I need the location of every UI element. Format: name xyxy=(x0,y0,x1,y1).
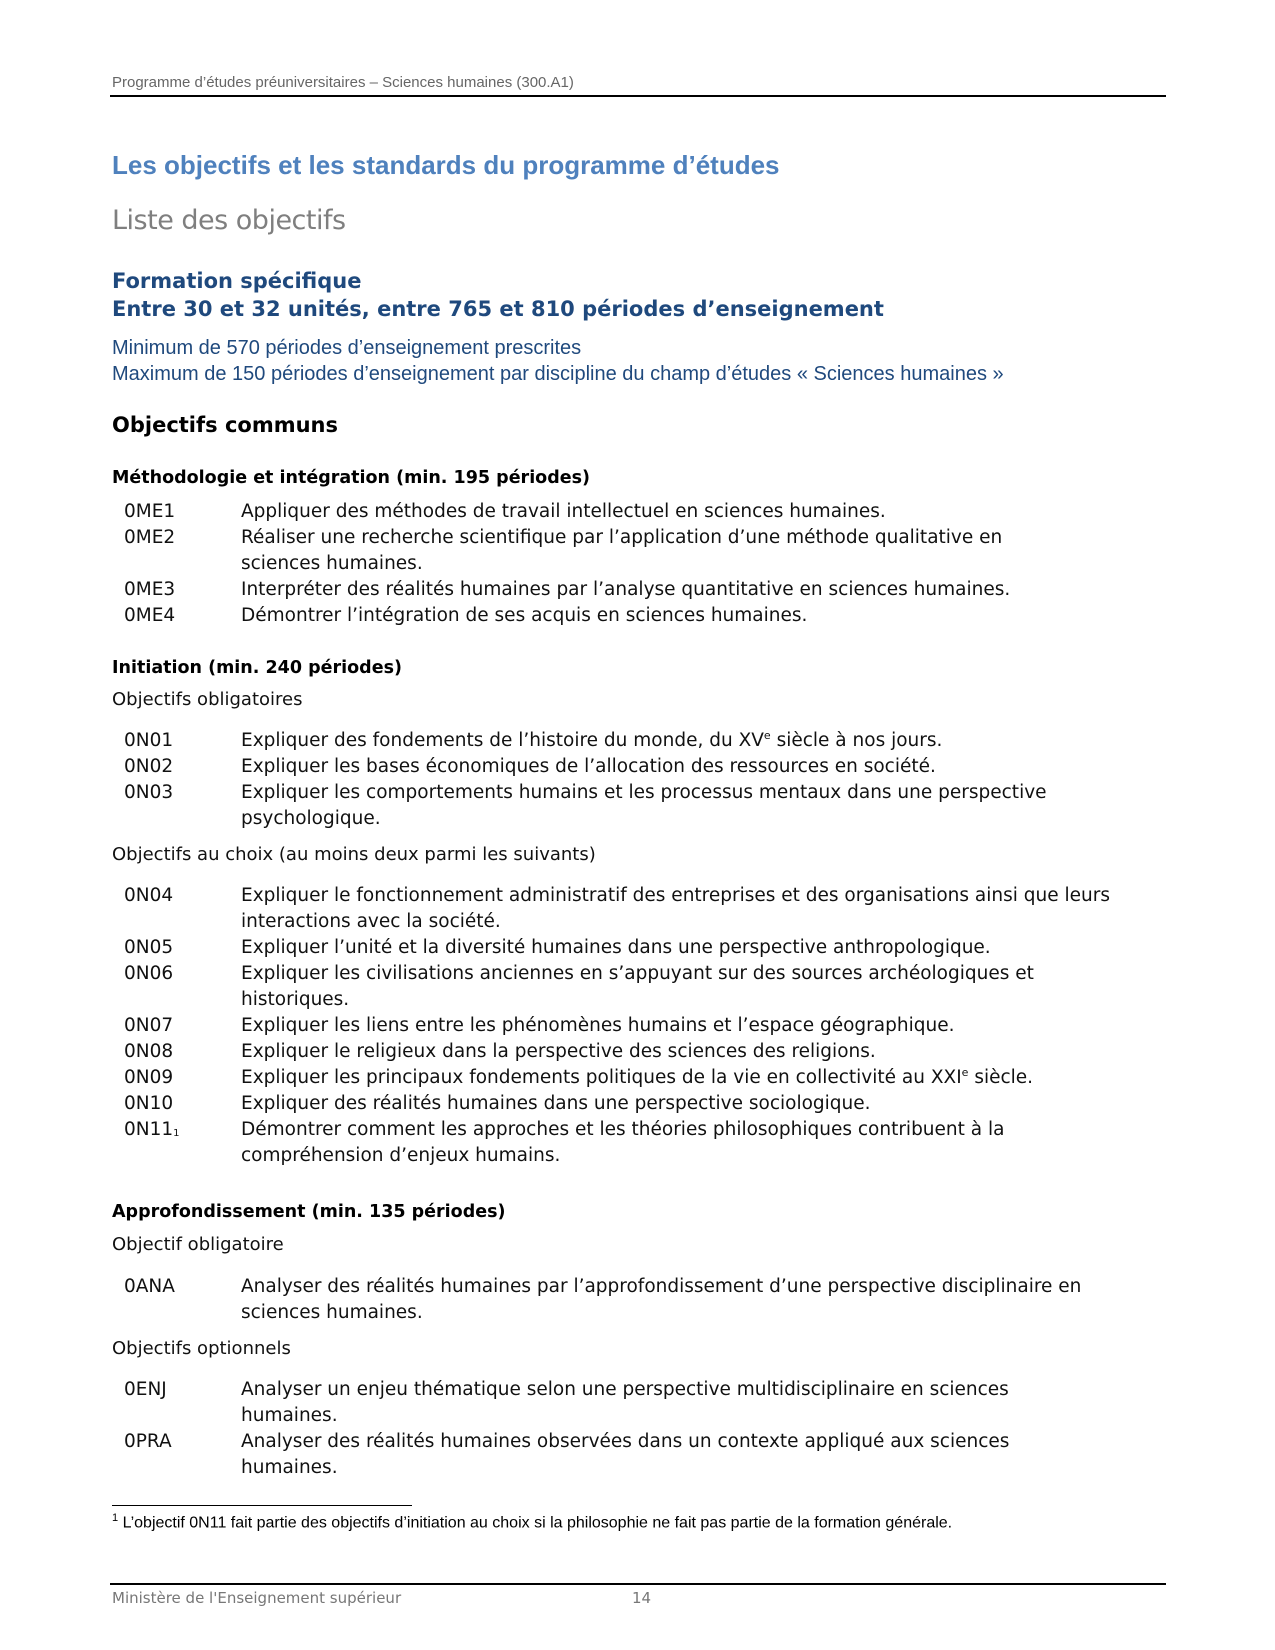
footer-ministry: Ministère de l'Enseignement supérieur xyxy=(112,1589,402,1607)
formation-limits xyxy=(112,335,1004,387)
footnote-ref[interactable]: 1 xyxy=(173,1128,180,1139)
objective-text: Appliquer des méthodes de travail intellectuel en sciences humaines. xyxy=(241,501,886,522)
objective-code: $0N11^1$ xyxy=(124,1119,180,1140)
objective-code: 0ME2 xyxy=(124,527,176,548)
objective-code: 0ME1 xyxy=(124,501,176,522)
footnote-marker: 1 xyxy=(112,1512,119,1524)
objective-text: Démontrer comment les approches et les théories philosophiques contribuent à la compréhension d’enjeux humains. xyxy=(241,1119,1005,1166)
minimum-periods: Minimum de 570 périodes d’enseignement prescrites xyxy=(112,337,582,359)
objective-code: 0N07 xyxy=(124,1015,174,1036)
objective-text: Analyser un enjeu thématique selon une perspective multidisciplinaire en sciences humaines. xyxy=(241,1379,1009,1426)
objective-code: 0N10 xyxy=(124,1093,174,1114)
formation-block xyxy=(112,267,884,323)
choice-label: Objectifs au choix (au moins deux parmi les suivants) xyxy=(112,844,596,865)
page-title: Les objectifs et les standards du programme d’études xyxy=(112,150,780,180)
footnote xyxy=(112,1512,952,1532)
page-number: 14 xyxy=(632,1589,652,1607)
objective-code: 0ME3 xyxy=(124,579,176,600)
objective-text: Démontrer l’intégration de ses acquis en sciences humaines. xyxy=(241,605,808,626)
footer-rule xyxy=(110,1583,1166,1585)
objective-text: Interpréter des réalités humaines par l’analyse quantitative en sciences humaines. xyxy=(241,579,1011,600)
objective-code: 0N01 xyxy=(124,730,174,751)
objective-code: 0ANA xyxy=(124,1276,175,1297)
objective-code: 0N04 xyxy=(124,885,174,906)
objective-code: 0PRA xyxy=(124,1431,172,1452)
footnote-text: L’objectif 0N11 fait partie des objectifs d’initiation au choix si la philosophie ne fait pas partie de la formation générale. xyxy=(118,1514,953,1532)
objective-code: 0N08 xyxy=(124,1041,174,1062)
objective-code: 0N03 xyxy=(124,782,174,803)
formation-units: Entre 30 et 32 unités, entre 765 et 810 périodes d’enseignement xyxy=(112,297,884,321)
methodologie-heading: Méthodologie et intégration (min. 195 périodes) xyxy=(112,468,591,488)
objective-text: Analyser des réalités humaines observées dans un contexte appliqué aux sciences humaines. xyxy=(241,1431,1010,1478)
objective-code: 0N02 xyxy=(124,756,174,777)
initiation-heading: Initiation (min. 240 périodes) xyxy=(112,658,402,678)
objective-text: Expliquer des réalités humaines dans une perspective sociologique. xyxy=(241,1093,871,1114)
mandatory-label: Objectifs obligatoires xyxy=(112,689,303,710)
objective-text: Expliquer les comportements humains et les processus mentaux dans une perspective psychologique. xyxy=(241,782,1047,829)
footnote-rule xyxy=(112,1505,412,1506)
mandatory-label: Objectif obligatoire xyxy=(112,1234,284,1255)
objective-text: Réaliser une recherche scientifique par l’application d’une méthode qualitative en sciences humaines. xyxy=(241,527,1003,574)
objective-code: 0N06 xyxy=(124,963,174,984)
running-header: Programme d’études préuniversitaires – Sciences humaines (300.A1) xyxy=(112,74,574,91)
objective-text: Analyser des réalités humaines par l’approfondissement d’une perspective disciplinaire en sciences humaines. xyxy=(241,1276,1082,1323)
approfondissement-heading: Approfondissement (min. 135 périodes) xyxy=(112,1202,506,1222)
objective-code: 0ENJ xyxy=(124,1379,167,1400)
header-rule xyxy=(110,95,1166,97)
objective-code: 0ME4 xyxy=(124,605,176,626)
optional-label: Objectifs optionnels xyxy=(112,1338,291,1359)
section-subtitle: Liste des objectifs xyxy=(112,205,346,236)
objective-code: 0N09 xyxy=(124,1067,174,1088)
objective-text: Expliquer les civilisations anciennes en s’appuyant sur des sources archéologiques et historiques. xyxy=(241,963,1034,1010)
maximum-periods: Maximum de 150 périodes d’enseignement par discipline du champ d’études « Sciences humaines » xyxy=(112,363,1004,385)
objective-text: Expliquer les bases économiques de l’allocation des ressources en société. xyxy=(241,756,936,777)
objective-text: Expliquer des fondements de l’histoire du monde, du XVe siècle à nos jours. xyxy=(241,728,943,751)
objective-text: Expliquer le fonctionnement administratif des entreprises et des organisations ainsi que leurs interactions avec la société. xyxy=(241,885,1110,932)
objective-code: 0N05 xyxy=(124,937,174,958)
objective-text: Expliquer l’unité et la diversité humaines dans une perspective anthropologique. xyxy=(241,937,991,958)
objective-text: Expliquer le religieux dans la perspective des sciences des religions. xyxy=(241,1041,876,1062)
common-objectives-heading: Objectifs communs xyxy=(112,413,338,437)
objective-text: Expliquer les principaux fondements politiques de la vie en collectivité au XXIe siècle. xyxy=(241,1065,1034,1088)
formation-heading: Formation spécifique xyxy=(112,269,362,293)
objective-text: Expliquer les liens entre les phénomènes humains et l’espace géographique. xyxy=(241,1015,955,1036)
